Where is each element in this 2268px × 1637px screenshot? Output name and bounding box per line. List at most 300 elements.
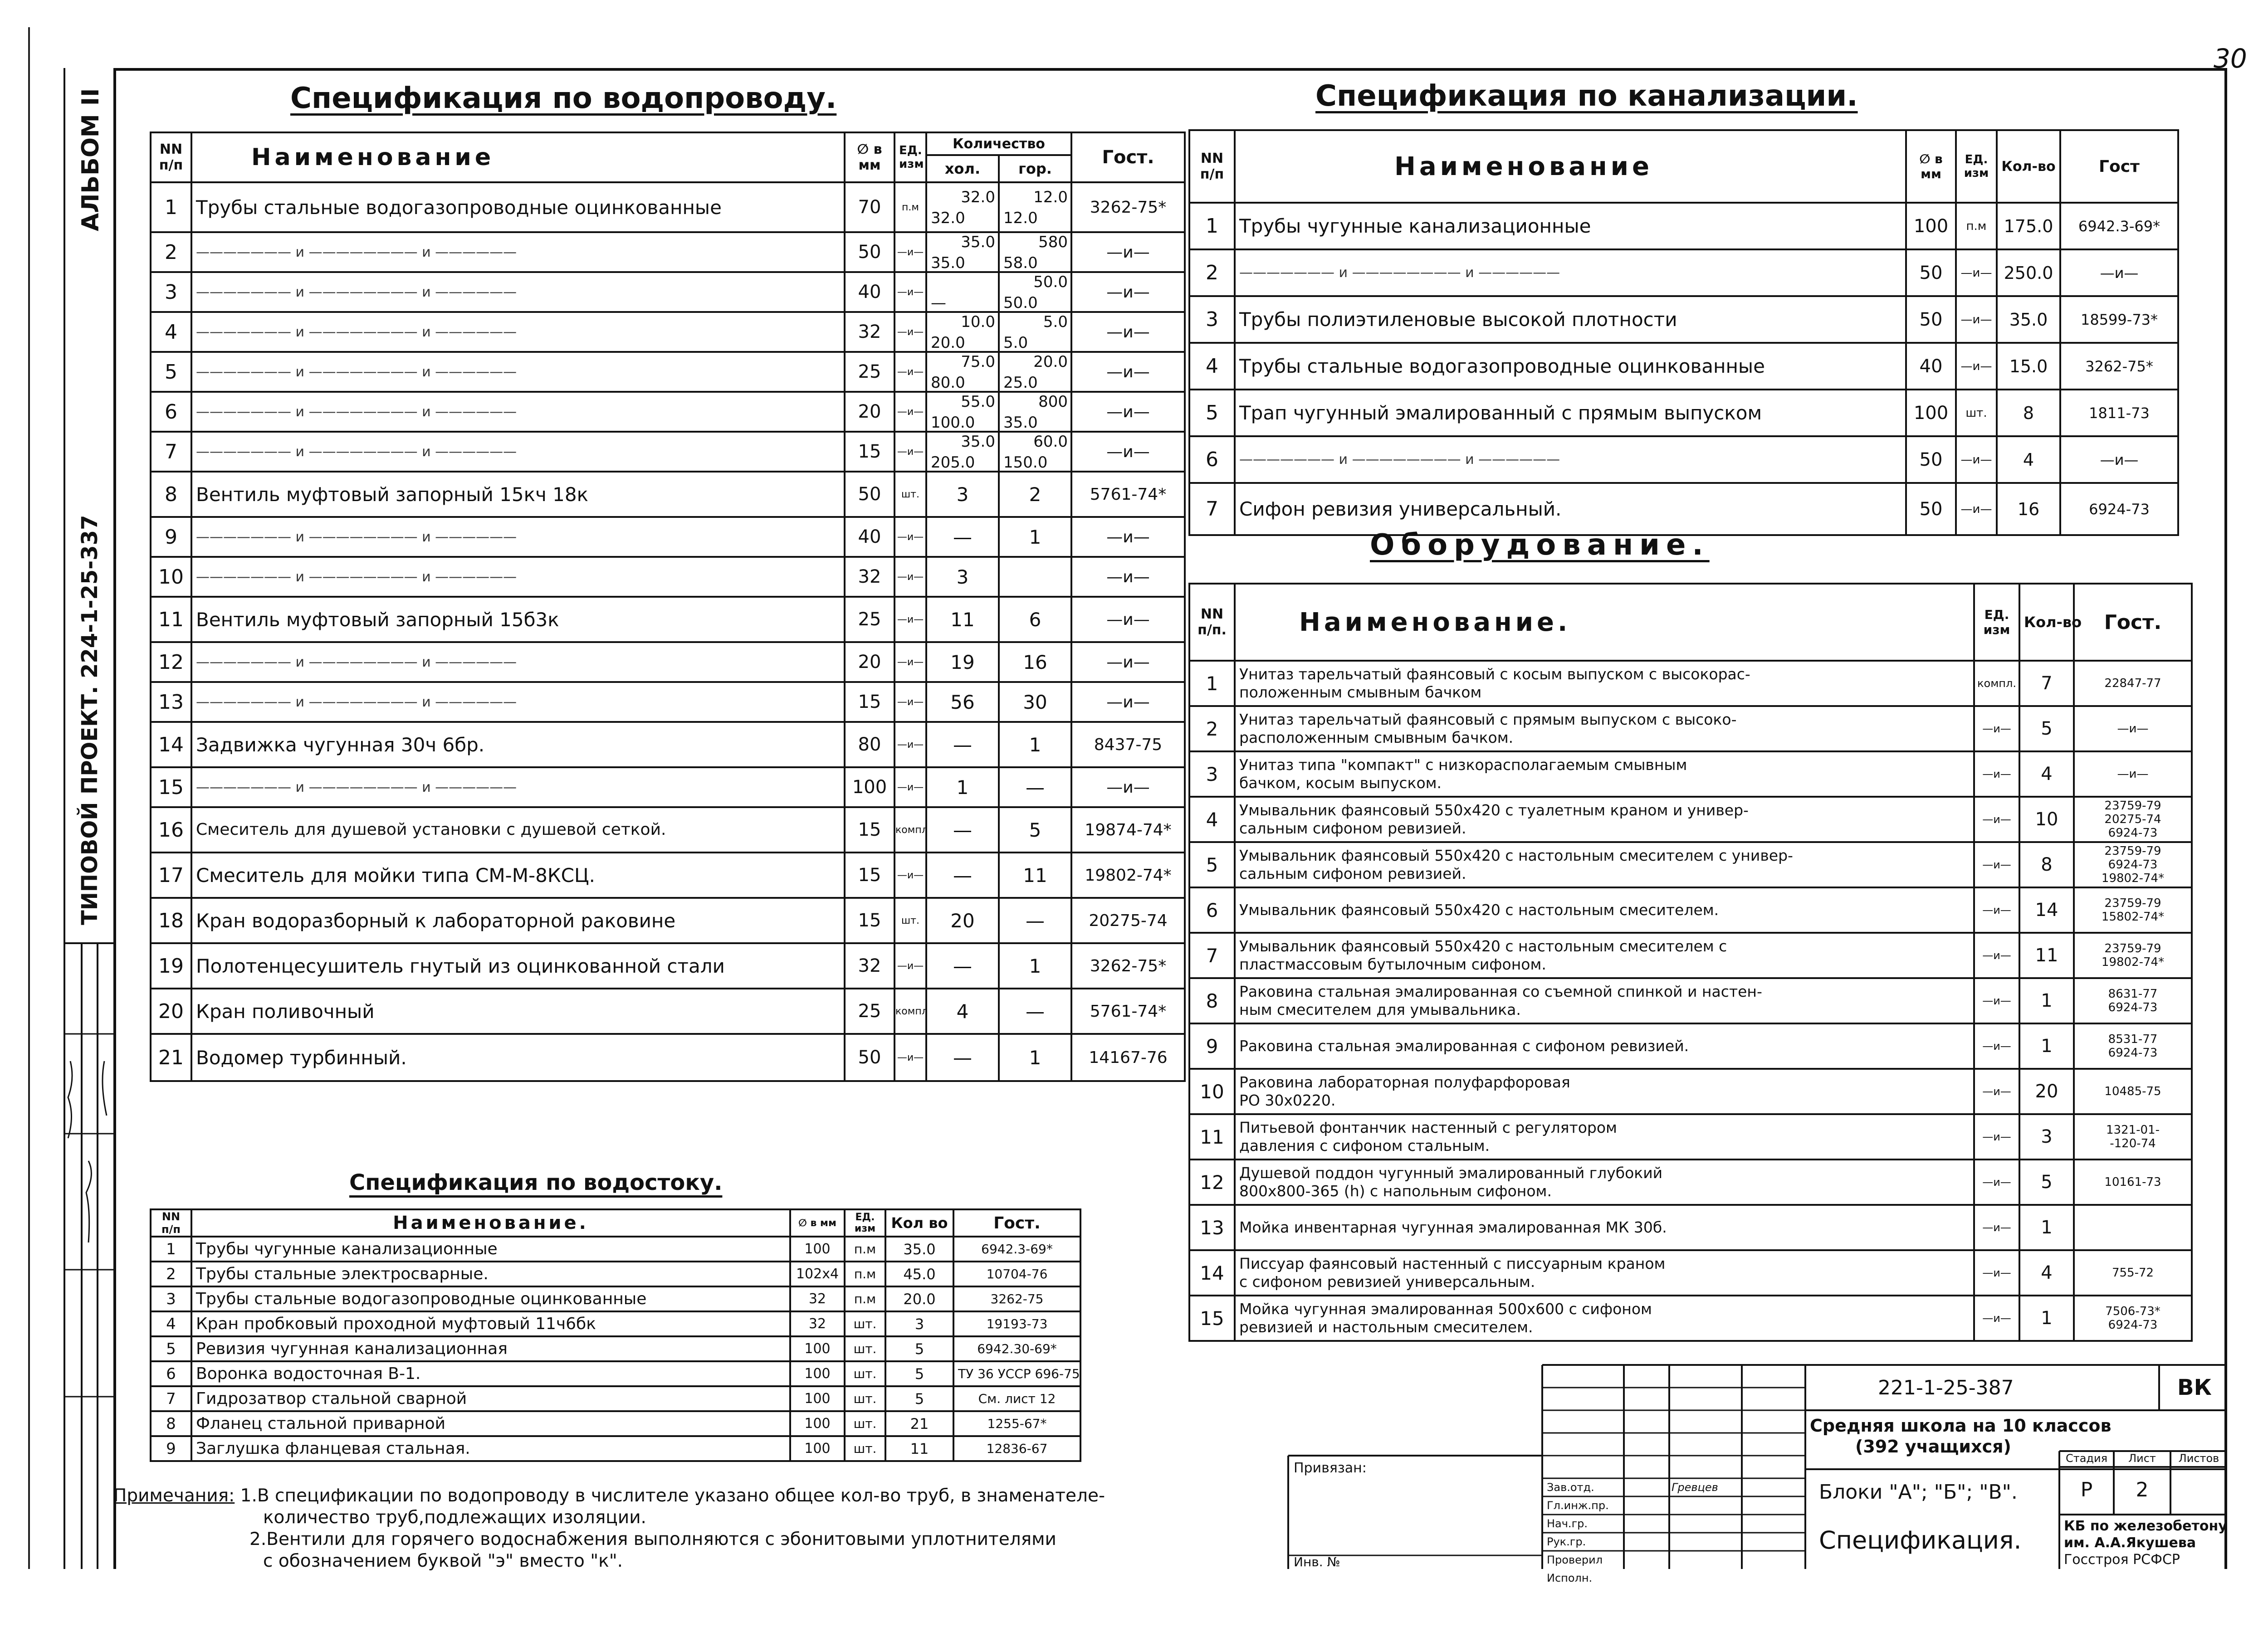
row-number: 18 bbox=[151, 898, 191, 943]
gost: —и— bbox=[2060, 249, 2178, 296]
drain-spec-title: Спецификация по водостоку. bbox=[349, 1170, 723, 1195]
unit: —и— bbox=[1974, 751, 2019, 797]
row-number: 5 bbox=[151, 1336, 191, 1361]
gost: —и— bbox=[1071, 352, 1185, 392]
water-row bbox=[151, 272, 1185, 312]
qty-hot: 6 bbox=[999, 597, 1071, 642]
water-row bbox=[151, 392, 1185, 432]
item-name-line-1: Умывальник фаянсовый 550х420 с настольным смесителем. bbox=[1239, 901, 1719, 919]
col-unit: ЕД. изм bbox=[894, 132, 926, 182]
qty-total: — bbox=[931, 294, 946, 312]
item-name-line-1: Мойка инвентарная чугунная эмалированная МК 30б. bbox=[1239, 1218, 1667, 1236]
sewer-spec-table bbox=[1188, 129, 2179, 536]
qty-insulated: 10.0 bbox=[961, 313, 995, 331]
water-row bbox=[151, 232, 1185, 272]
drain-col-gost: Гост. bbox=[953, 1209, 1080, 1237]
qty-cold bbox=[926, 432, 999, 472]
item-name: ——————— и ———————— и —————— bbox=[191, 272, 845, 312]
unit: —и— bbox=[1974, 978, 2019, 1023]
col-hot: гор. bbox=[999, 155, 1071, 182]
qty-insulated: 800 bbox=[1038, 393, 1068, 411]
equip-table bbox=[1188, 583, 2193, 1342]
item-name: ——————— и ———————— и —————— bbox=[191, 392, 845, 432]
drain-rows bbox=[151, 1237, 1080, 1461]
diameter: 32 bbox=[790, 1311, 845, 1336]
note-line-4: с обозначением буквой "э" вместо "к". bbox=[263, 1551, 623, 1571]
qty-insulated: 35.0 bbox=[961, 233, 995, 251]
gost-line-3: 19802-74* bbox=[2101, 872, 2165, 885]
qty-cold: 19 bbox=[926, 642, 999, 682]
water-row bbox=[151, 767, 1185, 807]
diameter: 40 bbox=[1906, 343, 1956, 390]
item-name-line-1: Писсуар фаянсовый настенный с писсуарным краном bbox=[1239, 1255, 1666, 1272]
diameter: 100 bbox=[1906, 390, 1956, 436]
qty-total: 100.0 bbox=[931, 414, 975, 432]
row-number: 15 bbox=[1189, 1296, 1235, 1341]
gost: —и— bbox=[1071, 767, 1185, 807]
gost-line-1: 10161-73 bbox=[2104, 1175, 2161, 1189]
item-name bbox=[1235, 661, 1974, 706]
equip-col-unit: ЕД. изм bbox=[1974, 584, 2019, 661]
sewer-spec-title: Спецификация по канализации. bbox=[1315, 79, 1858, 113]
row-number: 2 bbox=[151, 1262, 191, 1286]
diameter: 20 bbox=[845, 392, 894, 432]
qty-insulated: 75.0 bbox=[961, 353, 995, 371]
signer-name bbox=[1672, 1533, 1740, 1551]
item-name: Трубы стальные водогазопроводные оцинкованные bbox=[1235, 343, 1906, 390]
qty-cold bbox=[926, 312, 999, 352]
row-number: 9 bbox=[1189, 1023, 1235, 1069]
item-name: Ревизия чугунная канализационная bbox=[191, 1336, 790, 1361]
item-name: Трубы чугунные канализационные bbox=[191, 1237, 790, 1262]
unit: —и— bbox=[1974, 1114, 2019, 1160]
drain-row bbox=[151, 1411, 1080, 1436]
gost: —и— bbox=[2060, 436, 2178, 483]
item-name bbox=[1235, 1250, 1974, 1296]
qty-hot bbox=[999, 557, 1071, 597]
qty-hot: 11 bbox=[999, 853, 1071, 898]
equip-row bbox=[1189, 933, 2192, 978]
gost: —и— bbox=[1071, 312, 1185, 352]
drain-row bbox=[151, 1286, 1080, 1311]
gost: 20275-74 bbox=[1071, 898, 1185, 943]
item-name-line-2: РО 30х0220. bbox=[1239, 1091, 1336, 1109]
pupils: (392 учащихся) bbox=[1855, 1437, 2011, 1457]
row-number: 11 bbox=[1189, 1114, 1235, 1160]
row-number: 21 bbox=[151, 1034, 191, 1081]
row-number: 5 bbox=[1189, 842, 1235, 887]
qty-cold bbox=[926, 272, 999, 312]
row-number: 1 bbox=[151, 1237, 191, 1262]
quantity: 20.0 bbox=[885, 1286, 953, 1311]
quantity: 1 bbox=[2019, 1205, 2074, 1250]
approval-strip bbox=[64, 943, 113, 1569]
qty-total: 58.0 bbox=[1003, 254, 1038, 272]
sewer-row bbox=[1189, 249, 2178, 296]
note-line-3: 2.Вентили для горячего водоснабжения выполняются с эбонитовыми уплотнителями bbox=[249, 1529, 1056, 1549]
col-diam: ∅ в мм bbox=[845, 132, 894, 182]
row-number: 14 bbox=[151, 722, 191, 767]
item-name-line-1: Раковина стальная эмалированная со съемной спинкой и настен- bbox=[1239, 983, 1762, 1000]
equip-row bbox=[1189, 1205, 2192, 1250]
unit: шт. bbox=[845, 1436, 885, 1461]
gost-line-1: —и— bbox=[2117, 722, 2149, 736]
item-name bbox=[1235, 1296, 1974, 1341]
gost bbox=[2074, 1296, 2192, 1341]
item-name: Сифон ревизия универсальный. bbox=[1235, 483, 1906, 535]
gost bbox=[2074, 1023, 2192, 1069]
drain-row bbox=[151, 1361, 1080, 1386]
quantity: 15.0 bbox=[1997, 343, 2060, 390]
qty-cold: — bbox=[926, 1034, 999, 1081]
water-row bbox=[151, 682, 1185, 722]
item-name-line-2: с сифоном ревизией универсальным. bbox=[1239, 1273, 1535, 1291]
item-name: Трубы стальные электросварные. bbox=[191, 1262, 790, 1286]
qty-hot: 16 bbox=[999, 642, 1071, 682]
gost: 14167-76 bbox=[1071, 1034, 1185, 1081]
qty-total: 12.0 bbox=[1003, 209, 1038, 227]
signer-name: Гревцев bbox=[1672, 1481, 1718, 1494]
notes-label: Примечания: bbox=[113, 1486, 235, 1506]
water-row bbox=[151, 943, 1185, 989]
diameter: 15 bbox=[845, 432, 894, 472]
unit: —и— bbox=[894, 557, 926, 597]
item-name-line-1: Умывальник фаянсовый 550х420 с настольным смесителем с универ- bbox=[1239, 847, 1793, 864]
unit: —и— bbox=[894, 767, 926, 807]
gost-line-1: 23759-79 bbox=[2104, 896, 2161, 910]
qty-total: 205.0 bbox=[931, 453, 975, 472]
qty-hot bbox=[999, 272, 1071, 312]
quantity: 14 bbox=[2019, 887, 2074, 933]
qty-cold: 3 bbox=[926, 472, 999, 517]
unit: —и— bbox=[1956, 483, 1997, 535]
item-name: ——————— и ———————— и —————— bbox=[191, 432, 845, 472]
drain-col-name: Наименование. bbox=[191, 1209, 790, 1237]
water-row bbox=[151, 182, 1185, 232]
qty-cold: 3 bbox=[926, 557, 999, 597]
role-label: Гл.инж.пр. bbox=[1547, 1499, 1609, 1512]
diameter: 25 bbox=[845, 989, 894, 1034]
col-num: NN п/п bbox=[151, 132, 191, 182]
gost: —и— bbox=[1071, 432, 1185, 472]
equip-row bbox=[1189, 1250, 2192, 1296]
item-name-line-1: Душевой поддон чугунный эмалированный глубокий bbox=[1239, 1164, 1663, 1182]
row-number: 5 bbox=[1189, 390, 1235, 436]
water-row bbox=[151, 432, 1185, 472]
row-number: 4 bbox=[1189, 797, 1235, 842]
gost-line-1: 755-72 bbox=[2112, 1266, 2154, 1280]
gost: 1255-67* bbox=[953, 1411, 1080, 1436]
sewer-row bbox=[1189, 203, 2178, 249]
water-row bbox=[151, 517, 1185, 557]
item-name-line-2: ным смесителем для умывальника. bbox=[1239, 1001, 1521, 1018]
quantity: 3 bbox=[885, 1311, 953, 1336]
item-name: Заглушка фланцевая стальная. bbox=[191, 1436, 790, 1461]
gost: —и— bbox=[1071, 517, 1185, 557]
water-spec-table bbox=[150, 132, 1186, 1082]
unit: —и— bbox=[1974, 797, 2019, 842]
signer-name bbox=[1672, 1551, 1740, 1569]
water-row bbox=[151, 898, 1185, 943]
row-number: 3 bbox=[1189, 751, 1235, 797]
qty-insulated: 60.0 bbox=[1033, 433, 1068, 451]
gost: 3262-75* bbox=[1071, 182, 1185, 232]
item-name: Трап чугунный эмалированный с прямым выпуском bbox=[1235, 390, 1906, 436]
item-name-line-1: Унитаз типа "компакт" с низкорасполагаемым смывным bbox=[1239, 756, 1687, 774]
gost-line-2: 6924-73 bbox=[2108, 1001, 2158, 1014]
qty-hot: 30 bbox=[999, 682, 1071, 722]
unit: —и— bbox=[894, 392, 926, 432]
qty-cold: 1 bbox=[926, 767, 999, 807]
item-name-line-1: Унитаз тарельчатый фаянсовый с косым выпуском с высокорас- bbox=[1239, 665, 1750, 683]
gost: 19193-73 bbox=[953, 1311, 1080, 1336]
row-number: 8 bbox=[1189, 978, 1235, 1023]
item-name: ——————— и ———————— и —————— bbox=[191, 352, 845, 392]
unit: шт. bbox=[894, 898, 926, 943]
qty-total: 20.0 bbox=[931, 334, 965, 352]
water-spec-title: Спецификация по водопроводу. bbox=[290, 82, 837, 115]
quantity: 1 bbox=[2019, 1296, 2074, 1341]
unit: п.м bbox=[1956, 203, 1997, 249]
qty-total: 5.0 bbox=[1003, 334, 1028, 352]
drain-col-diam: ∅ в мм bbox=[790, 1209, 845, 1237]
role-label: Нач.гр. bbox=[1547, 1517, 1588, 1530]
item-name bbox=[1235, 1160, 1974, 1205]
item-name-line-2: расположенным смывным бачком. bbox=[1239, 729, 1514, 746]
row-number: 4 bbox=[151, 312, 191, 352]
qty-hot bbox=[999, 182, 1071, 232]
qty-hot: 1 bbox=[999, 722, 1071, 767]
item-name: ——————— и ———————— и —————— bbox=[191, 517, 845, 557]
gost-line-2: 6924-73 bbox=[2108, 1046, 2158, 1060]
drain-spec-table bbox=[150, 1208, 1081, 1462]
gost: —и— bbox=[1071, 392, 1185, 432]
project-label: ТИПОВОЙ ПРОЕКТ. 224-1-25-337 bbox=[77, 515, 103, 925]
item-name-line-1: Раковина стальная эмалированная с сифоном ревизией. bbox=[1239, 1037, 1689, 1055]
qty-cold bbox=[926, 182, 999, 232]
qty-cold: — bbox=[926, 853, 999, 898]
item-name: ——————— и ———————— и —————— bbox=[191, 642, 845, 682]
row-number: 1 bbox=[1189, 661, 1235, 706]
water-row bbox=[151, 1034, 1185, 1081]
quantity: 5 bbox=[2019, 706, 2074, 751]
qty-total: 35.0 bbox=[1003, 414, 1038, 432]
water-row bbox=[151, 853, 1185, 898]
diameter: 32 bbox=[845, 557, 894, 597]
quantity: 1 bbox=[2019, 978, 2074, 1023]
sewer-row bbox=[1189, 296, 2178, 343]
quantity: 4 bbox=[2019, 1250, 2074, 1296]
unit: —и— bbox=[894, 352, 926, 392]
album-label: АЛЬБОМ II bbox=[77, 88, 104, 231]
gost: 8437-75 bbox=[1071, 722, 1185, 767]
row-number: 19 bbox=[151, 943, 191, 989]
row-number: 5 bbox=[151, 352, 191, 392]
item-name-line-1: Умывальник фаянсовый 550х420 с туалетным краном и универ- bbox=[1239, 801, 1749, 819]
diameter: 100 bbox=[790, 1411, 845, 1436]
item-name: Кран водоразборный к лабораторной раковине bbox=[191, 898, 845, 943]
qty-total: 50.0 bbox=[1003, 294, 1038, 312]
sewer-row bbox=[1189, 483, 2178, 535]
quantity: 4 bbox=[1997, 436, 2060, 483]
col-qty: Количество bbox=[926, 132, 1071, 155]
item-name: ——————— и ———————— и —————— bbox=[191, 767, 845, 807]
unit: —и— bbox=[1974, 706, 2019, 751]
unit: —и— bbox=[894, 943, 926, 989]
gost: 10704-76 bbox=[953, 1262, 1080, 1286]
quantity: 5 bbox=[885, 1386, 953, 1411]
qty-insulated: 12.0 bbox=[1033, 188, 1068, 206]
unit: компл. bbox=[1974, 661, 2019, 706]
quantity: 3 bbox=[2019, 1114, 2074, 1160]
water-row bbox=[151, 557, 1185, 597]
qty-total: 35.0 bbox=[931, 254, 965, 272]
quantity: 250.0 bbox=[1997, 249, 2060, 296]
item-name: Трубы стальные водогазопроводные оцинкованные bbox=[191, 1286, 790, 1311]
unit: —и— bbox=[894, 682, 926, 722]
row-number: 2 bbox=[1189, 249, 1235, 296]
qty-hot: — bbox=[999, 898, 1071, 943]
diameter: 32 bbox=[845, 312, 894, 352]
unit: —и— bbox=[1974, 887, 2019, 933]
qty-hot: 5 bbox=[999, 807, 1071, 853]
item-name: ——————— и ———————— и —————— bbox=[1235, 436, 1906, 483]
school-name: Средняя школа на 10 классов bbox=[1810, 1416, 2112, 1436]
unit: —и— bbox=[1956, 249, 1997, 296]
gost bbox=[2074, 1205, 2192, 1250]
diameter: 100 bbox=[790, 1361, 845, 1386]
qty-total: 32.0 bbox=[931, 209, 965, 227]
row-number: 20 bbox=[151, 989, 191, 1034]
quantity: 175.0 bbox=[1997, 203, 2060, 249]
gost-line-3: 6924-73 bbox=[2108, 826, 2158, 840]
row-number: 15 bbox=[151, 767, 191, 807]
unit: п.м bbox=[845, 1286, 885, 1311]
gost-line-1: 23759-79 bbox=[2104, 942, 2161, 955]
unit: —и— bbox=[894, 312, 926, 352]
item-name bbox=[1235, 933, 1974, 978]
item-name bbox=[1235, 1023, 1974, 1069]
quantity: 5 bbox=[885, 1361, 953, 1386]
item-name-line-1: Унитаз тарельчатый фаянсовый с прямым выпуском с высоко- bbox=[1239, 711, 1737, 728]
gost bbox=[2074, 842, 2192, 887]
unit: шт. bbox=[1956, 390, 1997, 436]
gost bbox=[2074, 751, 2192, 797]
equip-row bbox=[1189, 797, 2192, 842]
diameter: 32 bbox=[790, 1286, 845, 1311]
gost: 6924-73 bbox=[2060, 483, 2178, 535]
row-number: 12 bbox=[151, 642, 191, 682]
gost: 6942.30-69* bbox=[953, 1336, 1080, 1361]
water-row bbox=[151, 807, 1185, 853]
org-line-3: Госстроя РСФСР bbox=[2064, 1552, 2180, 1568]
drain-row bbox=[151, 1336, 1080, 1361]
unit: шт. bbox=[845, 1311, 885, 1336]
quantity: 11 bbox=[885, 1436, 953, 1461]
qty-cold: 20 bbox=[926, 898, 999, 943]
equip-col-qty: Кол-во bbox=[2019, 584, 2074, 661]
unit: —и— bbox=[1956, 343, 1997, 390]
equip-row bbox=[1189, 1069, 2192, 1114]
diameter: 25 bbox=[845, 597, 894, 642]
row-number: 17 bbox=[151, 853, 191, 898]
unit: —и— bbox=[1974, 842, 2019, 887]
sheet-header: Лист bbox=[2128, 1452, 2156, 1465]
row-number: 8 bbox=[151, 1411, 191, 1436]
role-label: Зав.отд. bbox=[1547, 1481, 1594, 1494]
item-name: Вентиль муфтовый запорный 15б3к bbox=[191, 597, 845, 642]
equip-row bbox=[1189, 1160, 2192, 1205]
item-name-line-1: Мойка чугунная эмалированная 500х600 с сифоном bbox=[1239, 1300, 1652, 1318]
signer-name bbox=[1672, 1569, 1740, 1587]
drain-row bbox=[151, 1311, 1080, 1336]
item-name-line-2: положенным смывным бачком bbox=[1239, 683, 1482, 701]
item-name bbox=[1235, 797, 1974, 842]
qty-cold bbox=[926, 392, 999, 432]
diameter: 15 bbox=[845, 807, 894, 853]
quantity: 21 bbox=[885, 1411, 953, 1436]
stage-value: Р bbox=[2080, 1478, 2093, 1501]
item-name bbox=[1235, 887, 1974, 933]
inv-label: Инв. № bbox=[1294, 1554, 1340, 1569]
item-name-line-2: бачком, косым выпуском. bbox=[1239, 774, 1442, 792]
item-name: Задвижка чугунная 30ч 6бр. bbox=[191, 722, 845, 767]
gost: 1811-73 bbox=[2060, 390, 2178, 436]
sewer-row bbox=[1189, 343, 2178, 390]
quantity: 8 bbox=[1997, 390, 2060, 436]
qty-total: 150.0 bbox=[1003, 453, 1048, 472]
equip-row bbox=[1189, 1114, 2192, 1160]
title-block bbox=[1288, 1365, 2227, 1584]
item-name: ——————— и ———————— и —————— bbox=[191, 682, 845, 722]
gost: 19874-74* bbox=[1071, 807, 1185, 853]
item-name: Смеситель для душевой установки с душевой сеткой. bbox=[191, 807, 845, 853]
equip-row bbox=[1189, 978, 2192, 1023]
quantity: 8 bbox=[2019, 842, 2074, 887]
project-code: 221-1-25-387 bbox=[1878, 1376, 2014, 1399]
item-name bbox=[1235, 1114, 1974, 1160]
item-name bbox=[1235, 706, 1974, 751]
row-number: 14 bbox=[1189, 1250, 1235, 1296]
item-name bbox=[1235, 1205, 1974, 1250]
org-line-1: КБ по железобетону bbox=[2064, 1518, 2227, 1534]
gost-line-1: 8631-77 bbox=[2108, 987, 2158, 1001]
notes bbox=[113, 1485, 1105, 1572]
diameter: 100 bbox=[1906, 203, 1956, 249]
sheet-value: 2 bbox=[2136, 1478, 2149, 1501]
water-row bbox=[151, 722, 1185, 767]
item-name bbox=[1235, 1069, 1974, 1114]
equip-row bbox=[1189, 887, 2192, 933]
sewer-col-qty: Кол-во bbox=[1997, 130, 2060, 203]
equip-row bbox=[1189, 1296, 2192, 1341]
sewer-col-gost: Гост bbox=[2060, 130, 2178, 203]
unit: компл bbox=[894, 807, 926, 853]
item-name: Полотенцесушитель гнутый из оцинкованной стали bbox=[191, 943, 845, 989]
equip-row bbox=[1189, 1023, 2192, 1069]
item-name: ——————— и ———————— и —————— bbox=[191, 232, 845, 272]
col-gost: Гост. bbox=[1071, 132, 1185, 182]
qty-insulated: 580 bbox=[1038, 233, 1068, 251]
sewer-rows bbox=[1189, 203, 2178, 535]
equip-rows bbox=[1189, 661, 2192, 1341]
equip-row bbox=[1189, 661, 2192, 706]
diameter: 100 bbox=[790, 1386, 845, 1411]
quantity: 5 bbox=[2019, 1160, 2074, 1205]
diameter: 102х4 bbox=[790, 1262, 845, 1286]
gost bbox=[2074, 706, 2192, 751]
unit: —и— bbox=[894, 853, 926, 898]
